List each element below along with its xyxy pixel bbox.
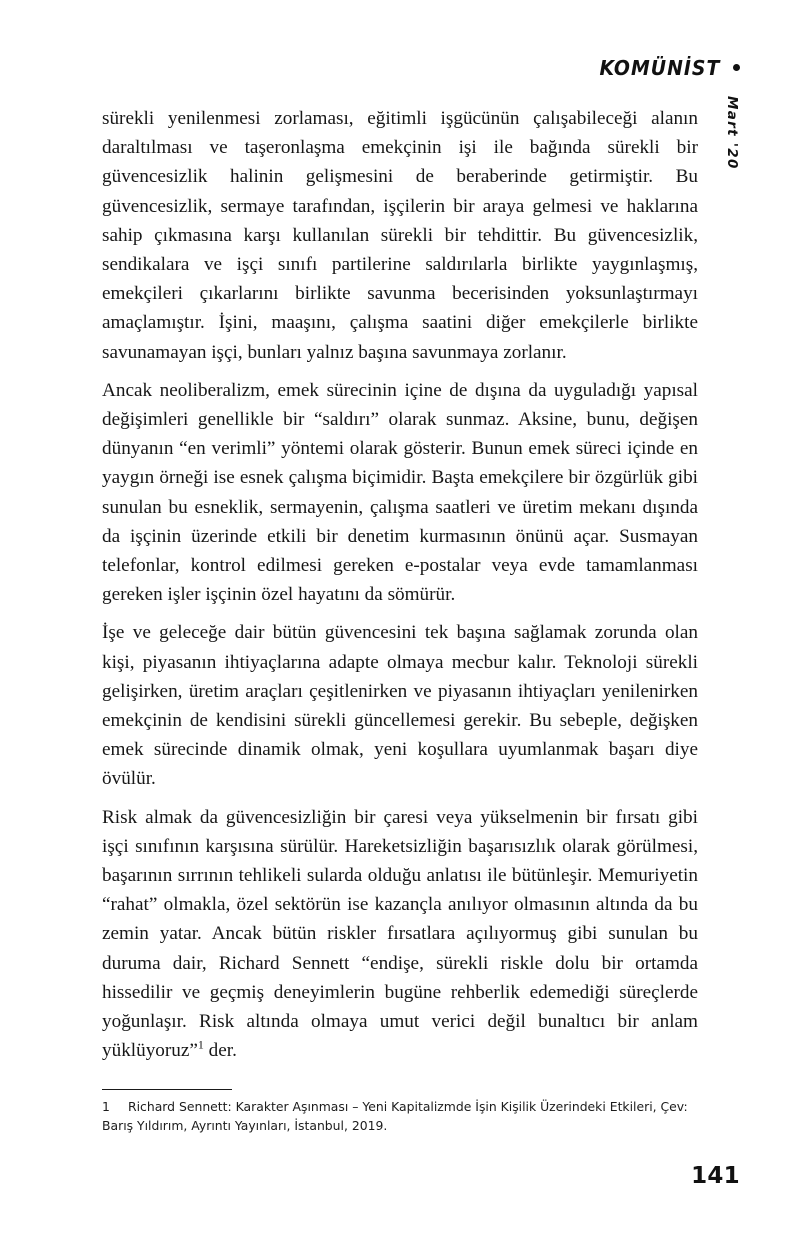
footnote-area bbox=[102, 1089, 698, 1135]
footnote-reference-marker[interactable]: 1 bbox=[197, 1037, 204, 1052]
footnote-text: Richard Sennett: Karakter Aşınması – Yeni Kapitalizmde İşin Kişilik Üzerindeki Etkileri, Çev: Barış Yıldırım, Ayrıntı Yayınları, İstanbul, 2019. bbox=[102, 1099, 688, 1133]
issue-date-container bbox=[724, 96, 750, 206]
bullet-dot-icon bbox=[733, 64, 740, 71]
page-number: 141 bbox=[691, 1163, 740, 1189]
footnote-separator-rule bbox=[102, 1089, 232, 1090]
publication-title: KOMÜNİST bbox=[599, 56, 720, 80]
paragraph-text: Risk almak da güvencesizliğin bir çaresi veya yükselmenin bir fırsatı gibi işçi sınıfının karşısına sürülür. Hareketsizliğin başarısızlık olarak görülmesi, başarının sırrının tehlikeli sularda olduğu anlatısı ile bütünleşir. Memuriyetin “rahat” olmakla, özel sektörün ise kazançla anılıyor olmasının altında da bu zemin yatar. Ancak bütün riskler fırsatlara açılıyormuş gibi sunulan bu duruma dair, Richard Sennett “endişe, sürekli riskle dolu bir ortamda hissedilir ve geçmiş deneyimlerin bugüne rehberlik edemediği süreçlerde yoğunlaşır. Risk altında olmaya umut verici değil bunaltıcı bir anlam yüklüyoruz” bbox=[102, 806, 698, 1062]
paragraph: sürekli yenilenmesi zorlaması, eğitimli işgücünün çalışabileceği alanın daraltılması ve taşeronlaşma emekçinin işi ile bağında sürekli bir güvencesizlik halinin gelişmesini de beraberinde getirmiştir. Bu güvencesizlik, sermaye tarafından, işçilerin bir araya gelmesi ve haklarına sahip çıkmasına karşı kullanılan sürekli bir tehdittir. Bu güvencesizlik, sendikalara ve işçi sınıfı partilerine saldırılarla birlikte yaygınlaşmış, emekçileri çıkarlarını birlikte savunma becerisinden yoksunlaştırmayı amaçlamıştır. İşini, maaşını, çalışma saatini diğer emekçilerle birlikte savunamayan işçi, bunları yalnız başına savunmaya zorlanır. bbox=[102, 108, 698, 363]
body-text-column bbox=[102, 104, 698, 1066]
paragraph: İşe ve geleceğe dair bütün güvencesini tek başına sağlamak zorunda olan kişi, piyasanın ihtiyaçlarına adapte olmaya mecbur kalır. Teknoloji sürekli gelişirken, üretim araçları çeşitlenirken ve piyasanın ihtiyaçları yenilenirken emekçinin de kendisini sürekli güncellemesi gerekir. Bu sebeple, değişken emek sürecinde dinamik olmak, yeni koşullara uyumlanmak başarı diye övülür. bbox=[102, 622, 698, 790]
footnote-entry bbox=[102, 1098, 698, 1135]
issue-date: Mart '20 bbox=[724, 96, 740, 170]
running-header bbox=[589, 56, 740, 80]
paragraph-with-footnote-ref bbox=[102, 803, 698, 1066]
paragraph-text-tail: der. bbox=[203, 1040, 237, 1062]
paragraph: Ancak neoliberalizm, emek sürecinin içine de dışına da uyguladığı yapısal değişimleri genellikle bir “saldırı” olarak sunmaz. Aksine, bunu, değişen dünyanın “en verimli” yöntemi olarak gösterir. Bunun emek süreci içinde en yaygın örneği ise esnek çalışma biçimidir. Başta emekçilere bir özgürlük gibi sunulan bu esneklik, sermayenin, çalışma saatleri ve üretim mekanı dışında da işçinin üzerinde etkili bir denetim kurmasının önünü açar. Susmayan telefonlar, kontrol edilmesi gereken e-postalar veya evde tamamlanması gereken işler işçinin özel hayatını da sömürür. bbox=[102, 379, 698, 606]
footnote-number: 1 bbox=[102, 1099, 110, 1115]
